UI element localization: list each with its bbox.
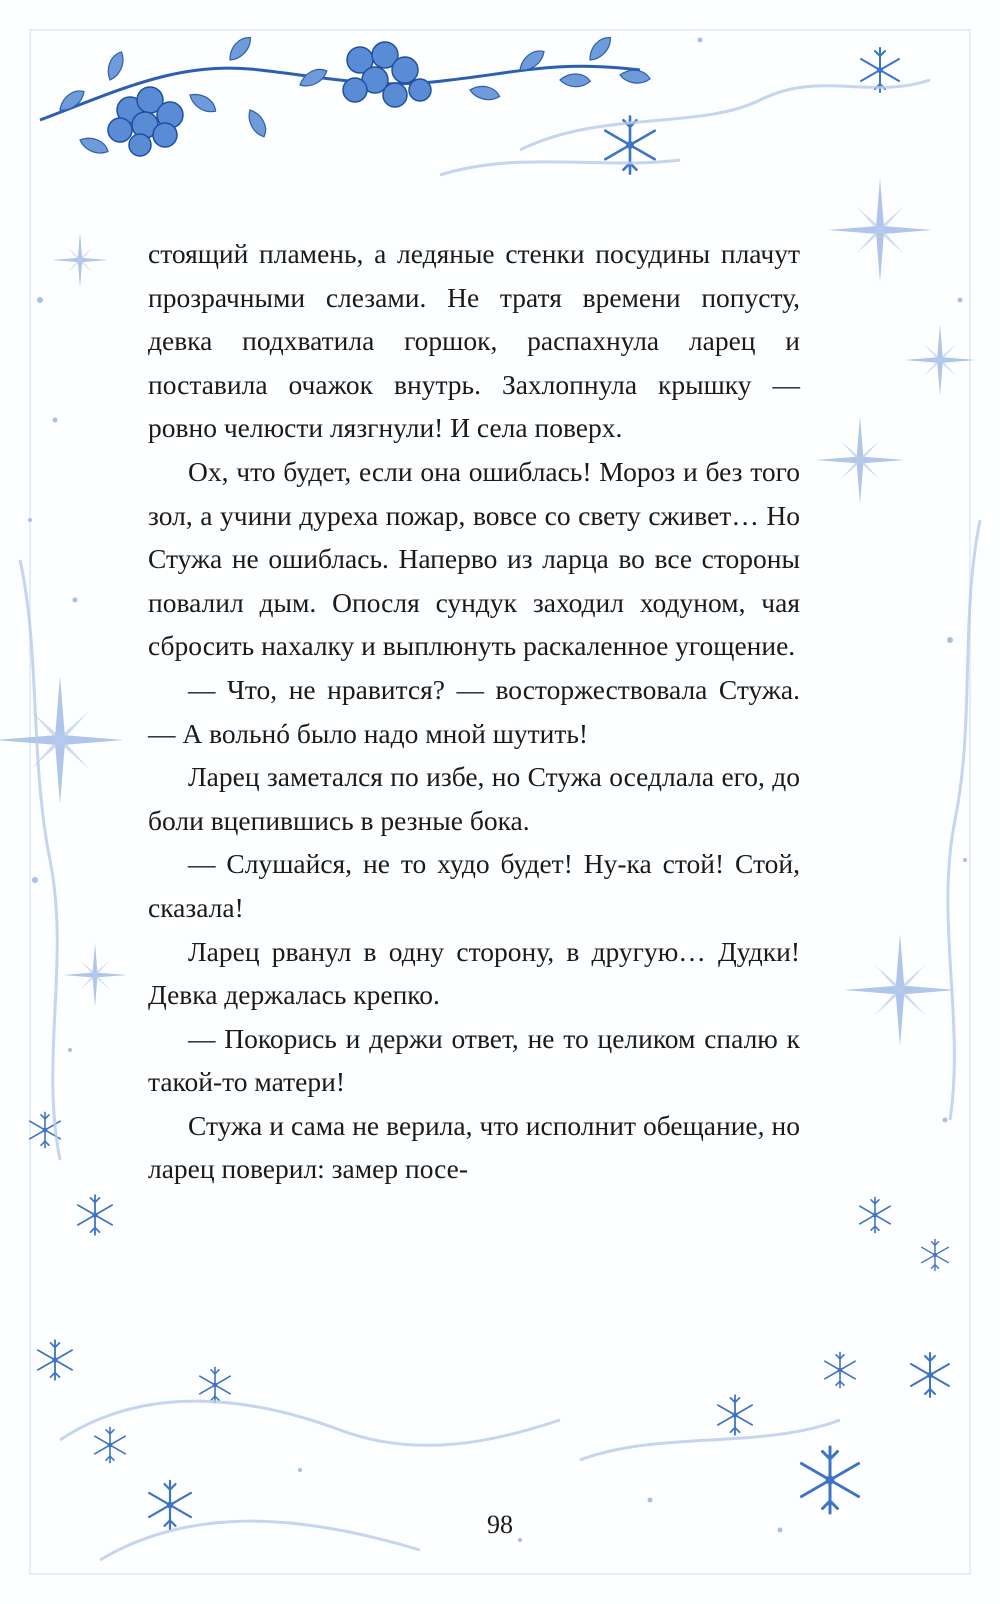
paragraph: Ох, что будет, если она ошиблась! Мороз и без того зол, а учини дуреха пожар, вовсе со свету сживет… Но Стужа не ошиблась. Наперво из ларца во все стороны повалил дым. Опосля сундук заходил ходуном, чая сбросить нахалку и выплюнуть раскаленное угощение. bbox=[148, 455, 800, 662]
paragraph: стоящий пламень, а ледяные стенки посудины плачут прозрачными слезами. Не тратя времени попусту, девка подхватила горшок, распахнула ларец и поставила очажок внутрь. Захлопнула крышку — ровно челюсти лязгнули! И села поверх. bbox=[148, 238, 800, 444]
page-number: 98 bbox=[487, 1510, 513, 1539]
paragraph: — Что, не нравится? — восторжествовала Стужа. — А вольнó было надо мной шутить! bbox=[148, 673, 800, 749]
paragraph: — Покорись и держи ответ, не то целиком спалю к такой-то матери! bbox=[148, 1022, 800, 1098]
paragraph: Ларец рванул в одну сторону, в другую… Дудки! Девка держалась крепко. bbox=[148, 935, 800, 1011]
rowan-berries-icon bbox=[108, 42, 431, 156]
paragraph: — Слушайся, не то худо будет! Ну-ка стой! Стой, сказала! bbox=[148, 848, 800, 923]
paragraph: Стужа и сама не верила, что исполнит обещание, но ларец поверил: замер посе- bbox=[148, 1109, 800, 1185]
main-text bbox=[148, 232, 800, 1191]
paragraph: Ларец заметался по избе, но Стужа оседлала его, до боли вцепившись в резные бока. bbox=[148, 761, 800, 836]
